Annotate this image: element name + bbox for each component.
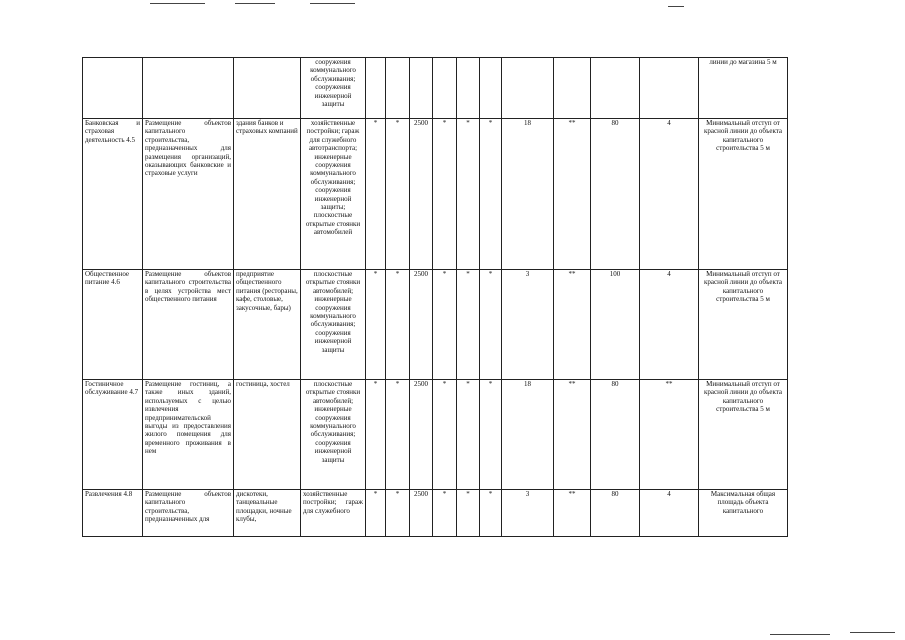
table-cell — [143, 58, 234, 119]
table-row — [83, 380, 788, 490]
value-cell: 80 — [591, 380, 640, 490]
main-use-cell: предприятие общественного питания (рестораны, кафе, столовые, закусочные, бары) — [234, 270, 301, 380]
land-use-type-cell: Гостиничное обслуживание 4.7 — [83, 380, 143, 490]
note-cell: линии до магазина 5 м — [699, 58, 788, 119]
scan-mark — [235, 3, 275, 4]
value-cell: 4 — [640, 270, 699, 380]
table-cell — [640, 58, 699, 119]
note-cell: Минимальный отступ от красной линии до объекта капитального строительства 5 м — [699, 380, 788, 490]
scan-mark — [770, 634, 830, 635]
scan-mark — [310, 3, 355, 4]
description-cell: Размещение объектов капитального строительства, предназначенных для — [143, 490, 234, 537]
value-cell: * — [366, 270, 386, 380]
aux-use-cell: плоскостные открытые стоянки автомобилей; инженерные сооружения коммунального обслуживания; сооружения инженерной защиты — [301, 380, 366, 490]
value-cell: 4 — [640, 490, 699, 537]
table-cell — [410, 58, 433, 119]
table-cell — [591, 58, 640, 119]
aux-use-cell: хозяйственные постройки; гараж для служебного — [301, 490, 366, 537]
table-cell — [83, 58, 143, 119]
description-cell: Размещение объектов капитального строительства, предназначенных для размещения организаций, оказывающих банковские и страховые услуги — [143, 119, 234, 270]
value-cell: * — [433, 380, 457, 490]
value-cell: * — [386, 119, 410, 270]
aux-use-cell: хозяйственные постройки; гараж для служебного автотранспорта; инженерные сооружения коммунального обслуживания; сооружения инженерной защиты; плоскостные открытые стоянки автомобилей — [301, 119, 366, 270]
value-cell: * — [433, 270, 457, 380]
table-row — [83, 490, 788, 537]
table-cell — [366, 58, 386, 119]
table-row — [83, 58, 788, 119]
description-cell: Размещение гостиниц, а также иных зданий, используемых с целью извлечения предпринимательской выгоды из предоставления жилого помещения для временного проживания в нем — [143, 380, 234, 490]
value-cell: * — [386, 490, 410, 537]
table-cell — [480, 58, 502, 119]
table-cell — [433, 58, 457, 119]
scan-mark — [850, 632, 895, 633]
value-cell: ** — [554, 380, 591, 490]
value-cell: 80 — [591, 490, 640, 537]
table-cell — [554, 58, 591, 119]
table-row — [83, 119, 788, 270]
value-cell: * — [457, 380, 480, 490]
land-use-type-cell: Банковская и страховая деятельность 4.5 — [83, 119, 143, 270]
table-cell — [234, 58, 301, 119]
aux-use-cell: плоскостные открытые стоянки автомобилей; инженерные сооружения коммунального обслуживания; сооружения инженерной защиты — [301, 270, 366, 380]
value-cell: ** — [554, 270, 591, 380]
value-cell: 100 — [591, 270, 640, 380]
main-use-cell: гостиница, хостел — [234, 380, 301, 490]
table-cell — [457, 58, 480, 119]
description-cell: Размещение объектов капитального строительства в целях устройства мест общественного питания — [143, 270, 234, 380]
value-cell: 18 — [502, 380, 554, 490]
value-cell: 3 — [502, 270, 554, 380]
value-cell: * — [433, 119, 457, 270]
land-use-regulations-table — [82, 57, 788, 537]
value-cell: * — [457, 270, 480, 380]
value-cell: * — [366, 119, 386, 270]
value-cell: * — [480, 119, 502, 270]
value-cell: 3 — [502, 490, 554, 537]
value-cell: * — [480, 270, 502, 380]
value-cell: * — [457, 119, 480, 270]
value-cell: ** — [554, 119, 591, 270]
value-cell: * — [386, 270, 410, 380]
value-cell: * — [433, 490, 457, 537]
value-cell: ** — [554, 490, 591, 537]
value-cell: 80 — [591, 119, 640, 270]
value-cell: 18 — [502, 119, 554, 270]
value-cell: * — [457, 490, 480, 537]
table-cell — [386, 58, 410, 119]
scan-mark — [668, 6, 684, 7]
main-use-cell: дискотеки, танцевальные площадки, ночные клубы, — [234, 490, 301, 537]
land-use-type-cell: Развлечения 4.8 — [83, 490, 143, 537]
value-cell: 2500 — [410, 380, 433, 490]
scan-mark — [150, 3, 205, 4]
value-cell: * — [480, 380, 502, 490]
value-cell: * — [366, 490, 386, 537]
aux-use-cell: сооружения коммунального обслуживания; сооружения инженерной защиты — [301, 58, 366, 119]
note-cell: Минимальный отступ от красной линии до объекта капитального строительства 5 м — [699, 119, 788, 270]
value-cell: 2500 — [410, 270, 433, 380]
table-row — [83, 270, 788, 380]
table-cell — [502, 58, 554, 119]
value-cell: 4 — [640, 119, 699, 270]
value-cell: * — [386, 380, 410, 490]
main-use-cell: здания банков и страховых компаний — [234, 119, 301, 270]
value-cell: 2500 — [410, 119, 433, 270]
value-cell: * — [366, 380, 386, 490]
land-use-type-cell: Общественное питание 4.6 — [83, 270, 143, 380]
note-cell: Максимальная общая площадь объекта капитального — [699, 490, 788, 537]
note-cell: Минимальный отступ от красной линии до объекта капитального строительства 5 м — [699, 270, 788, 380]
value-cell: ** — [640, 380, 699, 490]
value-cell: * — [480, 490, 502, 537]
value-cell: 2500 — [410, 490, 433, 537]
